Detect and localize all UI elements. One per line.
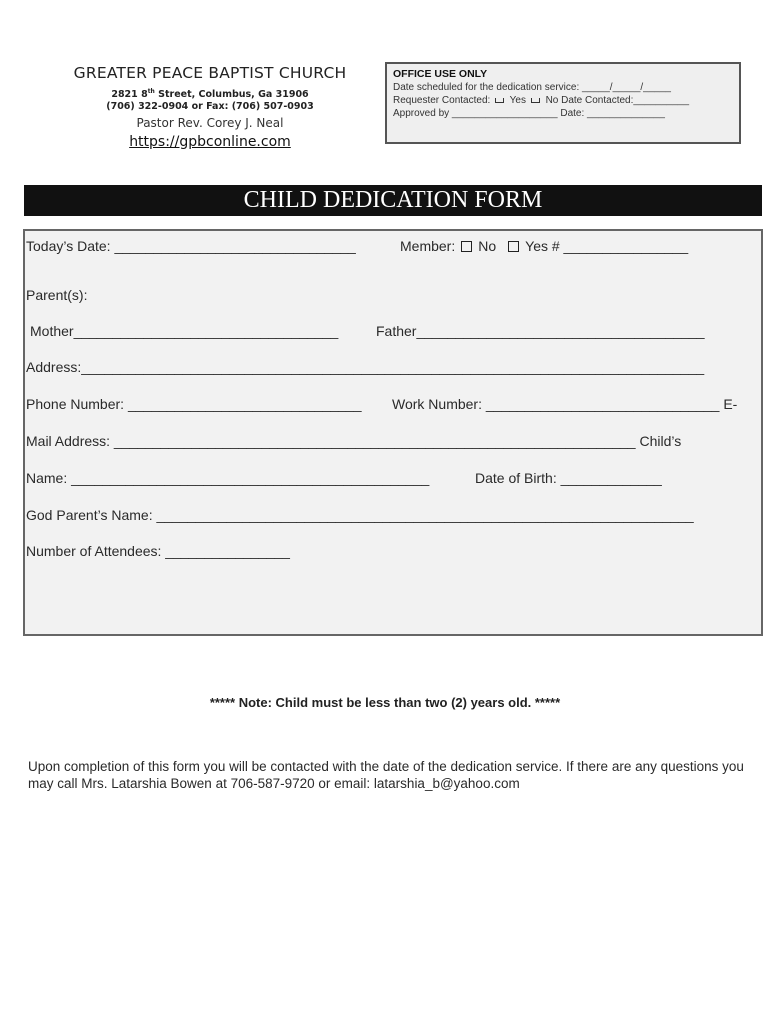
- office-use-title: OFFICE USE ONLY: [393, 68, 488, 80]
- mother-field[interactable]: Mother__________________________________: [30, 323, 339, 339]
- requester-no-checkbox[interactable]: [531, 98, 540, 103]
- father-field[interactable]: Father_____________________________________: [376, 323, 705, 339]
- member-yes-checkbox[interactable]: [508, 241, 519, 252]
- office-date-scheduled: Date scheduled for the dedication service: _____/_____/_____: [393, 82, 671, 93]
- child-name-field[interactable]: Name: ______________________________________________: [26, 470, 430, 486]
- requester-yes-checkbox[interactable]: [495, 98, 504, 103]
- address-field[interactable]: Address:________________________________________________________________________________: [26, 359, 705, 375]
- address-suffix: th: [147, 88, 155, 95]
- address-street: Street, Columbus, Ga 31906: [154, 89, 309, 101]
- church-phone: (706) 322-0904 or Fax: (706) 507-0903: [106, 101, 314, 113]
- age-note: ***** Note: Child must be less than two (2) years old. *****: [209, 695, 561, 710]
- todays-date-field[interactable]: Today’s Date: _______________________________: [26, 238, 356, 254]
- address-number: 2821 8: [111, 89, 148, 101]
- member-row: [400, 238, 688, 254]
- requester-yes-label: Yes: [509, 95, 526, 106]
- office-approved-row: Approved by ___________________ Date: ______________: [393, 108, 665, 119]
- church-header: [60, 64, 360, 150]
- attendees-field[interactable]: Number of Attendees: ________________: [26, 543, 290, 559]
- todays-date-row: [26, 238, 356, 254]
- phone-field[interactable]: Phone Number: ______________________________: [26, 396, 362, 412]
- date-of-birth-field[interactable]: Date of Birth: _____________: [475, 470, 662, 486]
- church-website-link[interactable]: https://gpbconline.com: [129, 134, 291, 151]
- parents-label: Parent(s):: [26, 287, 88, 303]
- church-name: GREATER PEACE BAPTIST CHURCH: [73, 64, 347, 82]
- member-yes-field[interactable]: Yes # ________________: [525, 238, 689, 254]
- member-no-label: No: [478, 238, 497, 254]
- church-pastor: Pastor Rev. Corey J. Neal: [136, 116, 284, 131]
- requester-no-date-label: No Date Contacted:__________: [545, 95, 690, 106]
- member-label: Member:: [400, 238, 456, 254]
- office-requester-row: [393, 94, 733, 107]
- completion-text: Upon completion of this form you will be contacted with the date of the dedication service. If there are any questions you may call Mrs. Latarshia Bowen at 706-587-9720 or email: latarshia_b@yahoo.com: [28, 759, 744, 791]
- requester-label: Requester Contacted:: [393, 95, 491, 106]
- church-address: [60, 88, 360, 100]
- mail-address-field[interactable]: Mail Address: ___________________________________________________________________ Child’s: [26, 433, 682, 449]
- god-parent-field[interactable]: God Parent’s Name: _____________________________________________________________________: [26, 507, 694, 523]
- office-use-box: [385, 62, 741, 144]
- work-number-field[interactable]: Work Number: ______________________________ E-: [392, 396, 738, 412]
- member-no-checkbox[interactable]: [461, 241, 472, 252]
- form-title: CHILD DEDICATION FORM: [24, 185, 762, 216]
